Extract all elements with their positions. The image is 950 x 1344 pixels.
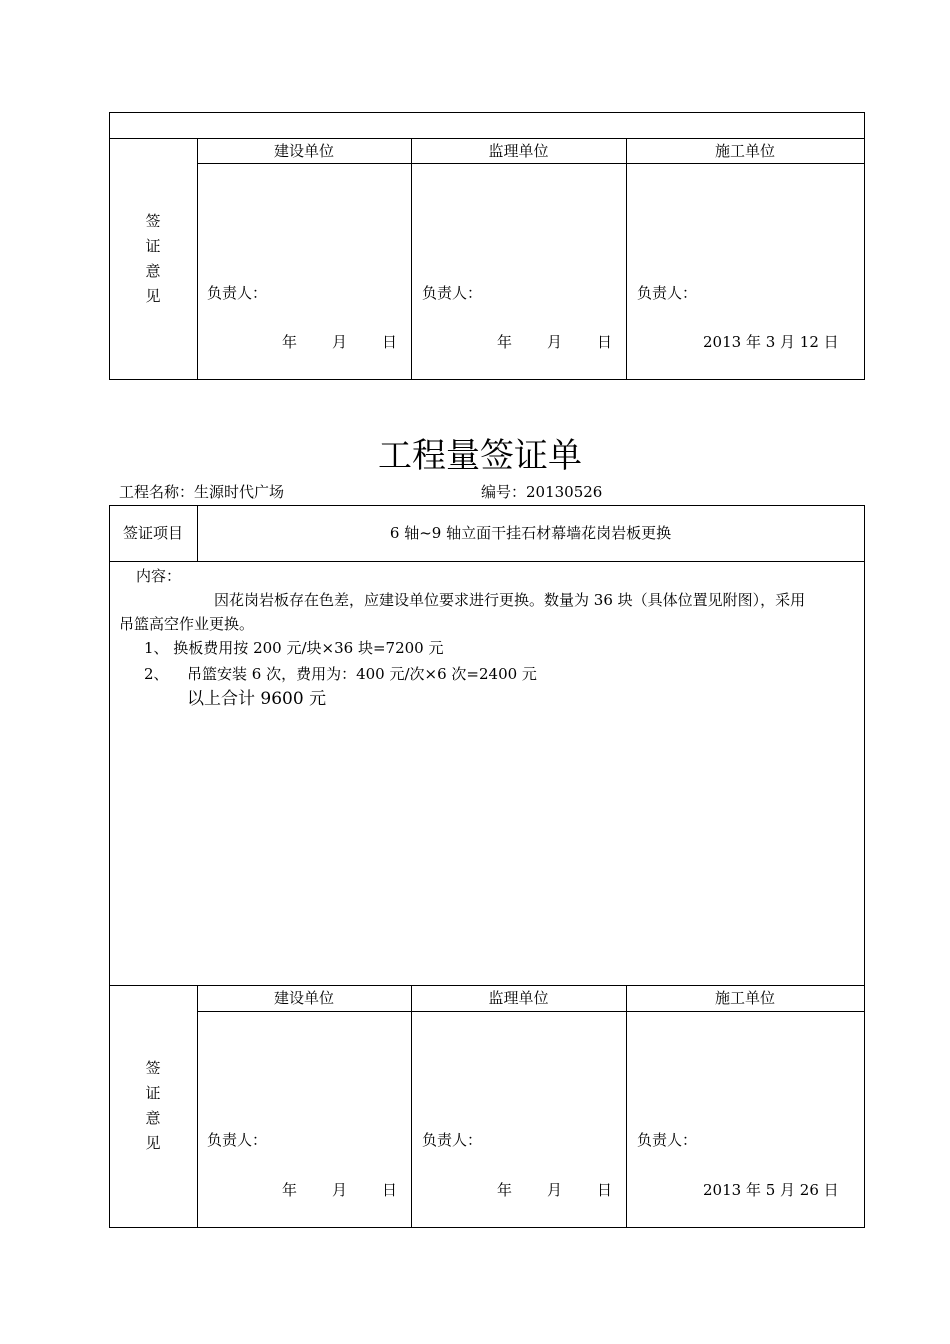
table-border [109, 505, 865, 506]
content-item-1: 1、 换板费用按 200 元/块×36 块=7200 元 [144, 639, 444, 657]
content-paragraph-line: 吊篮高空作业更换。 [119, 615, 255, 633]
item-label: 签证项目 [122, 524, 183, 542]
vertical-label-char: 签 [145, 212, 161, 230]
table-border [109, 112, 110, 380]
responsible-person-label: 负责人： [637, 1131, 698, 1149]
header-supervision-unit: 监理单位 [488, 142, 549, 160]
table-border [197, 163, 865, 164]
table-border [109, 1227, 865, 1228]
vertical-label-char: 签 [145, 1059, 161, 1077]
project-name: 工程名称：生源时代广场 [119, 483, 285, 501]
header-contractor-unit: 施工单位 [714, 989, 775, 1007]
table-border [109, 112, 865, 113]
table-border [109, 379, 865, 380]
content-item-2-text: 吊篮安装 6 次，费用为：400 元/次×6 次=2400 元 [187, 665, 537, 683]
date-year-label: 年 [497, 333, 513, 351]
table-border [109, 561, 865, 562]
table-border [864, 112, 865, 380]
content-label: 内容： [136, 567, 182, 585]
item-value: 6 轴~9 轴立面干挂石材幕墙花岗岩板更换 [389, 524, 672, 542]
table-border [109, 985, 865, 986]
table-border [197, 985, 198, 1228]
table-border [197, 1011, 865, 1012]
header-supervision-unit: 监理单位 [488, 989, 549, 1007]
vertical-label-char: 意 [145, 262, 161, 280]
signoff-date: 2013 年 3 月 12 日 [703, 333, 839, 351]
form-title: 工程量签证单 [378, 436, 582, 476]
date-year-label: 年 [282, 1181, 298, 1199]
date-month-label: 月 [547, 333, 563, 351]
vertical-label-char: 证 [145, 1084, 161, 1102]
header-contractor-unit: 施工单位 [714, 142, 775, 160]
responsible-person-label: 负责人： [207, 284, 268, 302]
date-day-label: 日 [382, 333, 398, 351]
header-construction-unit: 建设单位 [273, 989, 334, 1007]
header-construction-unit: 建设单位 [273, 142, 334, 160]
vertical-label-char: 证 [145, 237, 161, 255]
table-border [626, 985, 627, 1228]
date-month-label: 月 [332, 333, 348, 351]
table-border [626, 138, 627, 380]
responsible-person-label: 负责人： [422, 1131, 483, 1149]
content-paragraph-line: 因花岗岩板存在色差，应建设单位要求进行更换。数量为 36 块（具体位置见附图），采用 [214, 591, 806, 609]
table-border [197, 138, 198, 380]
vertical-label-char: 意 [145, 1109, 161, 1127]
table-border [411, 138, 412, 380]
table-border [864, 505, 865, 1228]
content-total: 以上合计 9600 元 [187, 689, 327, 709]
date-day-label: 日 [382, 1181, 398, 1199]
date-month-label: 月 [332, 1181, 348, 1199]
table-border [109, 505, 110, 1228]
responsible-person-label: 负责人： [637, 284, 698, 302]
content-item-2-number: 2、 [144, 665, 169, 683]
date-month-label: 月 [547, 1181, 563, 1199]
date-year-label: 年 [497, 1181, 513, 1199]
responsible-person-label: 负责人： [422, 284, 483, 302]
table-border [109, 138, 865, 139]
vertical-label-char: 见 [145, 1134, 161, 1152]
signoff-date: 2013 年 5 月 26 日 [703, 1181, 839, 1199]
vertical-label-char: 见 [145, 287, 161, 305]
date-day-label: 日 [597, 333, 613, 351]
table-border [411, 985, 412, 1228]
responsible-person-label: 负责人： [207, 1131, 268, 1149]
form-number: 编号：20130526 [481, 483, 603, 501]
date-year-label: 年 [282, 333, 298, 351]
date-day-label: 日 [597, 1181, 613, 1199]
